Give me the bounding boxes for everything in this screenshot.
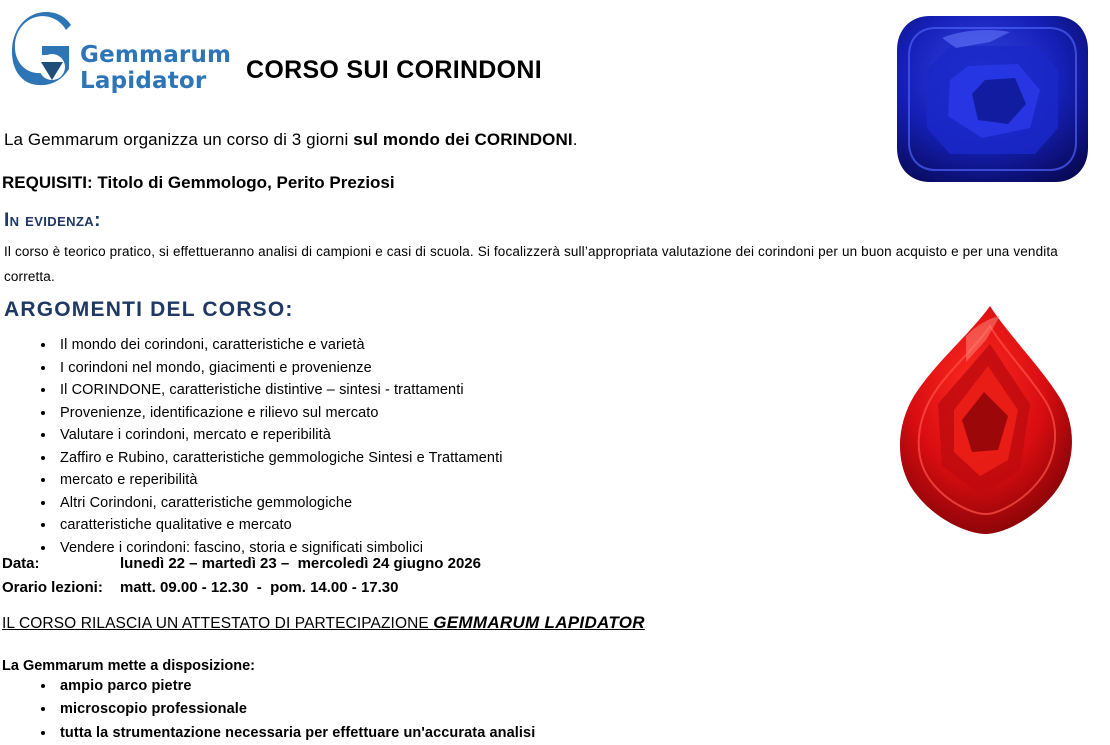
evidenza-heading: In evidenza: bbox=[4, 210, 101, 231]
list-item: • Zaffiro e Rubino, caratteristiche gemmologiche Sintesi e Trattamenti bbox=[56, 447, 756, 470]
schedule-date-row bbox=[2, 552, 481, 576]
list-item: • microscopio professionale bbox=[56, 698, 756, 721]
disposizione-list bbox=[0, 675, 756, 745]
attestato-line bbox=[2, 613, 645, 633]
attestato-text: IL CORSO RILASCIA UN ATTESTATO DI PARTECIPAZIONE bbox=[2, 615, 434, 632]
schedule-date-value: lunedì 22 – martedì 23 – mercoledì 24 giugno 2026 bbox=[120, 555, 481, 572]
list-item: • tutta la strumentazione necessaria per effettuare un'accurata analisi bbox=[56, 722, 756, 745]
argomenti-list bbox=[0, 334, 756, 559]
brand-logo-text bbox=[80, 42, 231, 95]
list-item: • Il mondo dei corindoni, caratteristiche e varietà bbox=[56, 334, 756, 357]
schedule-date-label: Data: bbox=[2, 555, 40, 572]
evidenza-body: Il corso è teorico pratico, si effettueranno analisi di campioni e casi di scuola. Si focalizzerà sull’appropriata valutazione dei corindoni per un buon acquisto e per una vendita corretta. bbox=[4, 244, 1058, 284]
intro-text-bold: sul mondo dei CORINDONI bbox=[353, 130, 573, 149]
argomenti-heading: ARGOMENTI DEL CORSO: bbox=[4, 298, 294, 321]
attestato-brand: GEMMARUM LAPIDATOR bbox=[433, 613, 645, 632]
schedule-block bbox=[2, 552, 481, 600]
list-item: • Valutare i corindoni, mercato e reperibilità bbox=[56, 424, 756, 447]
brand-logo-line1: Gemmarum bbox=[80, 42, 232, 68]
list-item: • caratteristiche qualitative e mercato bbox=[56, 514, 756, 537]
blue-sapphire-cushion-icon bbox=[890, 8, 1095, 188]
gemmarum-g-logo-icon bbox=[12, 12, 74, 100]
list-item: • ampio parco pietre bbox=[56, 675, 756, 698]
intro-text-before: La Gemmarum organizza un corso di 3 giorni bbox=[4, 130, 354, 149]
red-ruby-pear-icon bbox=[880, 300, 1100, 540]
schedule-time-label: Orario lezioni: bbox=[2, 579, 103, 596]
list-item: • Altri Corindoni, caratteristiche gemmologiche bbox=[56, 492, 756, 515]
schedule-time-value: matt. 09.00 - 12.30 - pom. 14.00 - 17.30 bbox=[120, 579, 399, 596]
page-title: CORSO SUI CORINDONI bbox=[246, 56, 542, 84]
list-item: • mercato e reperibilità bbox=[56, 469, 756, 492]
requisiti-line: REQUISITI: Titolo di Gemmologo, Perito Preziosi bbox=[2, 173, 395, 192]
intro-paragraph bbox=[4, 130, 578, 150]
brand-logo bbox=[8, 10, 238, 105]
list-item: • Il CORINDONE, caratteristiche distintive – sintesi - trattamenti bbox=[56, 379, 756, 402]
brand-logo-line2: Lapidator bbox=[80, 68, 207, 95]
intro-text-after: . bbox=[572, 130, 578, 149]
disposizione-heading: La Gemmarum mette a disposizione: bbox=[2, 658, 256, 674]
schedule-time-row bbox=[2, 576, 481, 600]
list-item: • Vendere i corindoni: fascino, storia e significati simbolici bbox=[56, 537, 756, 560]
list-item: • Provenienze, identificazione e rilievo sul mercato bbox=[56, 402, 756, 425]
list-item: • I corindoni nel mondo, giacimenti e provenienze bbox=[56, 357, 756, 380]
